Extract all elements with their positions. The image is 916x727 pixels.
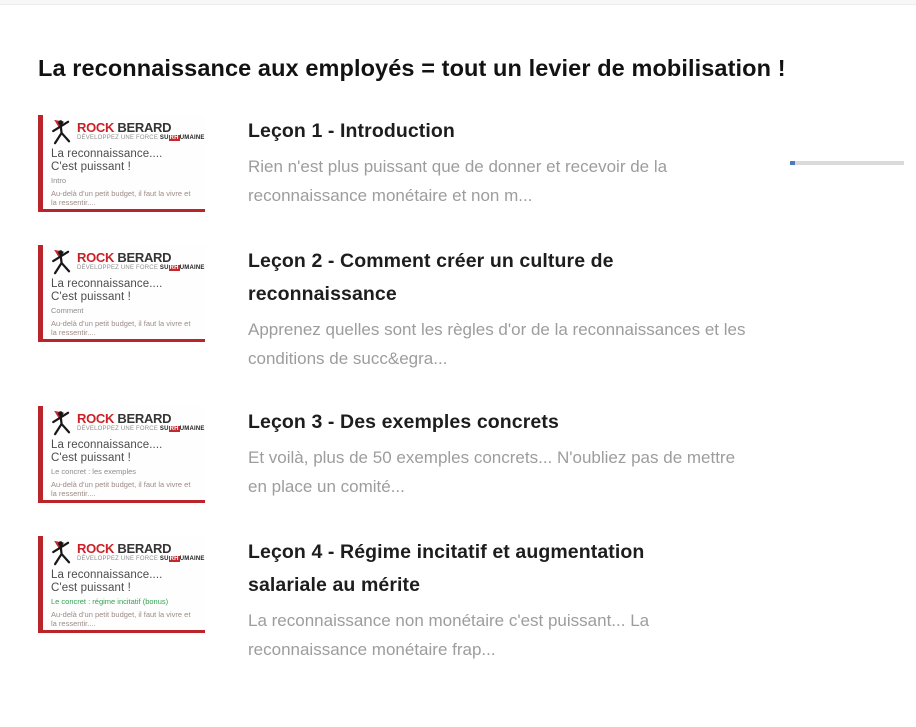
lesson-1-progress-fill xyxy=(790,161,795,165)
rock-berard-logo xyxy=(51,119,205,145)
lesson-1-thumbnail[interactable] xyxy=(38,115,205,212)
thumb-heading: La reconnaissance.... C'est puissant ! xyxy=(51,439,163,464)
lesson-1-description: Rien n'est plus puissant que de donner et recevoir de la reconnaissance monétaire et non m... xyxy=(248,157,668,205)
thumb-heading: La reconnaissance.... C'est puissant ! xyxy=(51,569,163,594)
rock-berard-logo xyxy=(51,410,205,436)
lesson-row-2[interactable] xyxy=(38,245,904,373)
thumb-sublabel: Le concret : régime incitatif (bonus) xyxy=(51,597,169,606)
lesson-row-3[interactable] xyxy=(38,406,904,503)
lesson-2-thumbnail[interactable] xyxy=(38,245,205,342)
thumb-sublabel: Comment xyxy=(51,306,84,315)
lesson-row-1[interactable] xyxy=(38,115,904,212)
brand-tagline: DÉVELOPPEZ UNE FORCE SURHUMAINE xyxy=(77,426,205,432)
lesson-1-progress-bar xyxy=(790,161,904,165)
rh-badge: RH xyxy=(169,265,179,271)
rock-berard-figure-icon xyxy=(51,249,74,275)
lesson-4-description: La reconnaissance non monétaire c'est puissant... La reconnaissance monétaire frap... xyxy=(248,611,650,659)
brand-name: ROCK BERARD xyxy=(77,250,172,265)
thumb-heading: La reconnaissance.... C'est puissant ! xyxy=(51,278,163,303)
lesson-2-description: Apprenez quelles sont les règles d'or de la reconnaissances et les conditions de succ&egra... xyxy=(248,320,746,368)
thumb-heading: La reconnaissance.... C'est puissant ! xyxy=(51,148,163,173)
thumb-red-left-bar xyxy=(38,115,43,212)
thumb-red-bottom-bar xyxy=(38,630,205,633)
thumb-red-bottom-bar xyxy=(38,209,205,212)
thumb-red-left-bar xyxy=(38,245,43,342)
lesson-2-title[interactable]: Leçon 2 - Comment créer un culture de reconnaissance xyxy=(248,250,614,305)
thumb-note: Au-delà d'un petit budget, il faut la vivre et la ressentir.... xyxy=(51,319,191,337)
course-title: La reconnaissance aux employés = tout un levier de mobilisation ! xyxy=(38,55,786,81)
rh-badge: RH xyxy=(169,135,179,141)
thumb-note: Au-delà d'un petit budget, il faut la vivre et la ressentir.... xyxy=(51,189,191,207)
rock-berard-figure-icon xyxy=(51,540,74,566)
top-bar xyxy=(0,0,916,5)
thumb-red-bottom-bar xyxy=(38,339,205,342)
lesson-row-4[interactable] xyxy=(38,536,904,664)
rock-berard-figure-icon xyxy=(51,119,74,145)
lesson-3-description: Et voilà, plus de 50 exemples concrets... N'oubliez pas de mettre en place un comité... xyxy=(248,448,736,496)
rock-berard-logo xyxy=(51,249,205,275)
brand-name: ROCK BERARD xyxy=(77,541,172,556)
lesson-1-title[interactable]: Leçon 1 - Introduction xyxy=(248,120,455,142)
rh-badge: RH xyxy=(169,556,179,562)
rock-berard-logo xyxy=(51,540,205,566)
lesson-4-title[interactable]: Leçon 4 - Régime incitatif et augmentation salariale au mérite xyxy=(248,541,645,596)
brand-name: ROCK BERARD xyxy=(77,411,172,426)
thumb-red-left-bar xyxy=(38,406,43,503)
thumb-red-left-bar xyxy=(38,536,43,633)
thumb-note: Au-delà d'un petit budget, il faut la vivre et la ressentir.... xyxy=(51,610,191,628)
thumb-red-bottom-bar xyxy=(38,500,205,503)
thumb-sublabel: Intro xyxy=(51,176,67,185)
thumb-note: Au-delà d'un petit budget, il faut la vivre et la ressentir.... xyxy=(51,480,191,498)
lesson-3-thumbnail[interactable] xyxy=(38,406,205,503)
rock-berard-figure-icon xyxy=(51,410,74,436)
course-content xyxy=(0,47,916,664)
brand-tagline: DÉVELOPPEZ UNE FORCE SURHUMAINE xyxy=(77,135,205,141)
lesson-3-title[interactable]: Leçon 3 - Des exemples concrets xyxy=(248,411,559,433)
lesson-4-thumbnail[interactable] xyxy=(38,536,205,633)
thumb-sublabel: Le concret : les exemples xyxy=(51,467,137,476)
brand-tagline: DÉVELOPPEZ UNE FORCE SURHUMAINE xyxy=(77,265,205,271)
brand-tagline: DÉVELOPPEZ UNE FORCE SURHUMAINE xyxy=(77,556,205,562)
brand-name: ROCK BERARD xyxy=(77,120,172,135)
rh-badge: RH xyxy=(169,426,179,432)
